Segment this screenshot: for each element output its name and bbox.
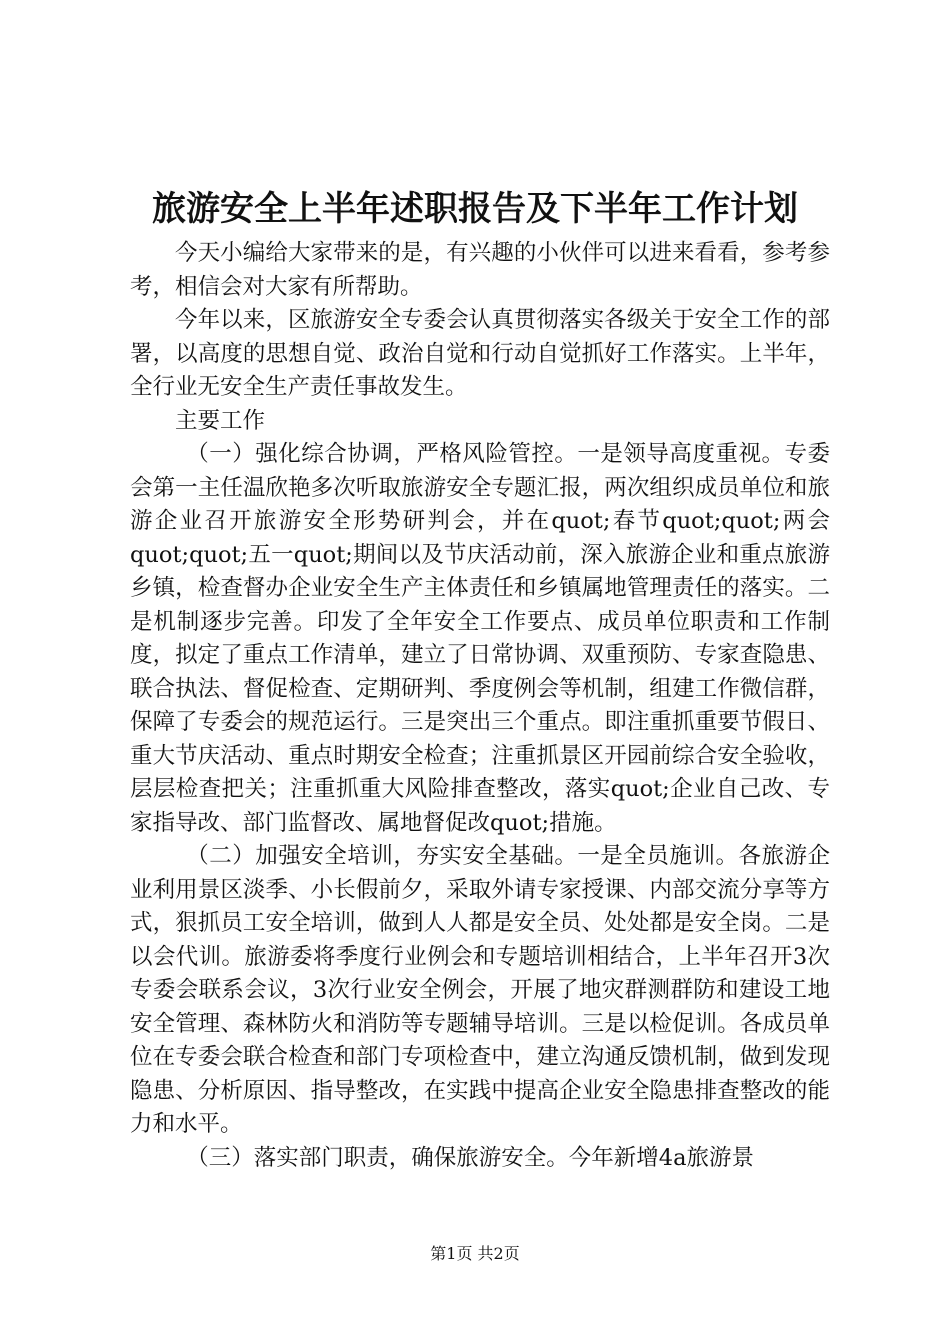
section-heading-main-work: 主要工作 [175,407,266,434]
document-title: 旅游安全上半年述职报告及下半年工作计划 [152,189,798,229]
paragraph-section-1: （一）强化综合协调，严格风险管控。一是领导高度重视。专委会第一主任温欣艳多次听取旅游安全专题汇报，两次组织成员单位和旅游企业召开旅游安全形势研判会，并在quot;春节quot;quot;两会quot;quot;五一quot;期间以及节庆活动前，深入旅游企业和重点旅游乡镇，检查督办企业安全生产主体责任和乡镇属地管理责任的落实。二是机制逐步完善。印发了全年安全工作要点、成员单位职责和工作制度，拟定了重点工作清单，建立了日常协调、双重预防、专家查隐患、联合执法、督促检查、定期研判、季度例会等机制，组建工作微信群，保障了专委会的规范运行。三是突出三个重点。即注重抓重要节假日、重大节庆活动、重点时期安全检查；注重抓景区开园前综合安全验收，层层检查把关；注重抓重大风险排查整改，落实quot;企业自己改、专家指导改、部门监督改、属地督促改quot;措施。 [130,441,830,836]
paragraph-section-3: （三）落实部门职责，确保旅游安全。今年新增4a旅游景 [186,1144,754,1171]
page-number-footer: 第1页 共2页 [430,1244,520,1263]
paragraph-intro: 今天小编给大家带来的是，有兴趣的小伙伴可以进来看看，参考参考，相信会对大家有所帮助。 [130,240,830,300]
paragraph-section-2: （二）加强安全培训，夯实安全基础。一是全员施训。各旅游企业利用景区淡季、小长假前夕，采取外请专家授课、内部交流分享等方式，狠抓员工安全培训，做到人人都是安全员、处处都是安全岗。二是以会代训。旅游委将季度行业例会和专题培训相结合，上半年召开3次专委会联系会议，3次行业安全例会，开展了地灾群测群防和建设工地安全管理、森林防火和消防等专题辅导培训。三是以检促训。各成员单位在专委会联合检查和部门专项检查中，建立沟通反馈机制，做到发现隐患、分析原因、指导整改，在实践中提高企业安全隐患排查整改的能力和水平。 [130,843,830,1137]
paragraph-summary: 今年以来，区旅游安全专委会认真贯彻落实各级关于安全工作的部署，以高度的思想自觉、政治自觉和行动自觉抓好工作落实。上半年，全行业无安全生产责任事故发生。 [130,307,830,400]
document-body [130,237,830,1175]
